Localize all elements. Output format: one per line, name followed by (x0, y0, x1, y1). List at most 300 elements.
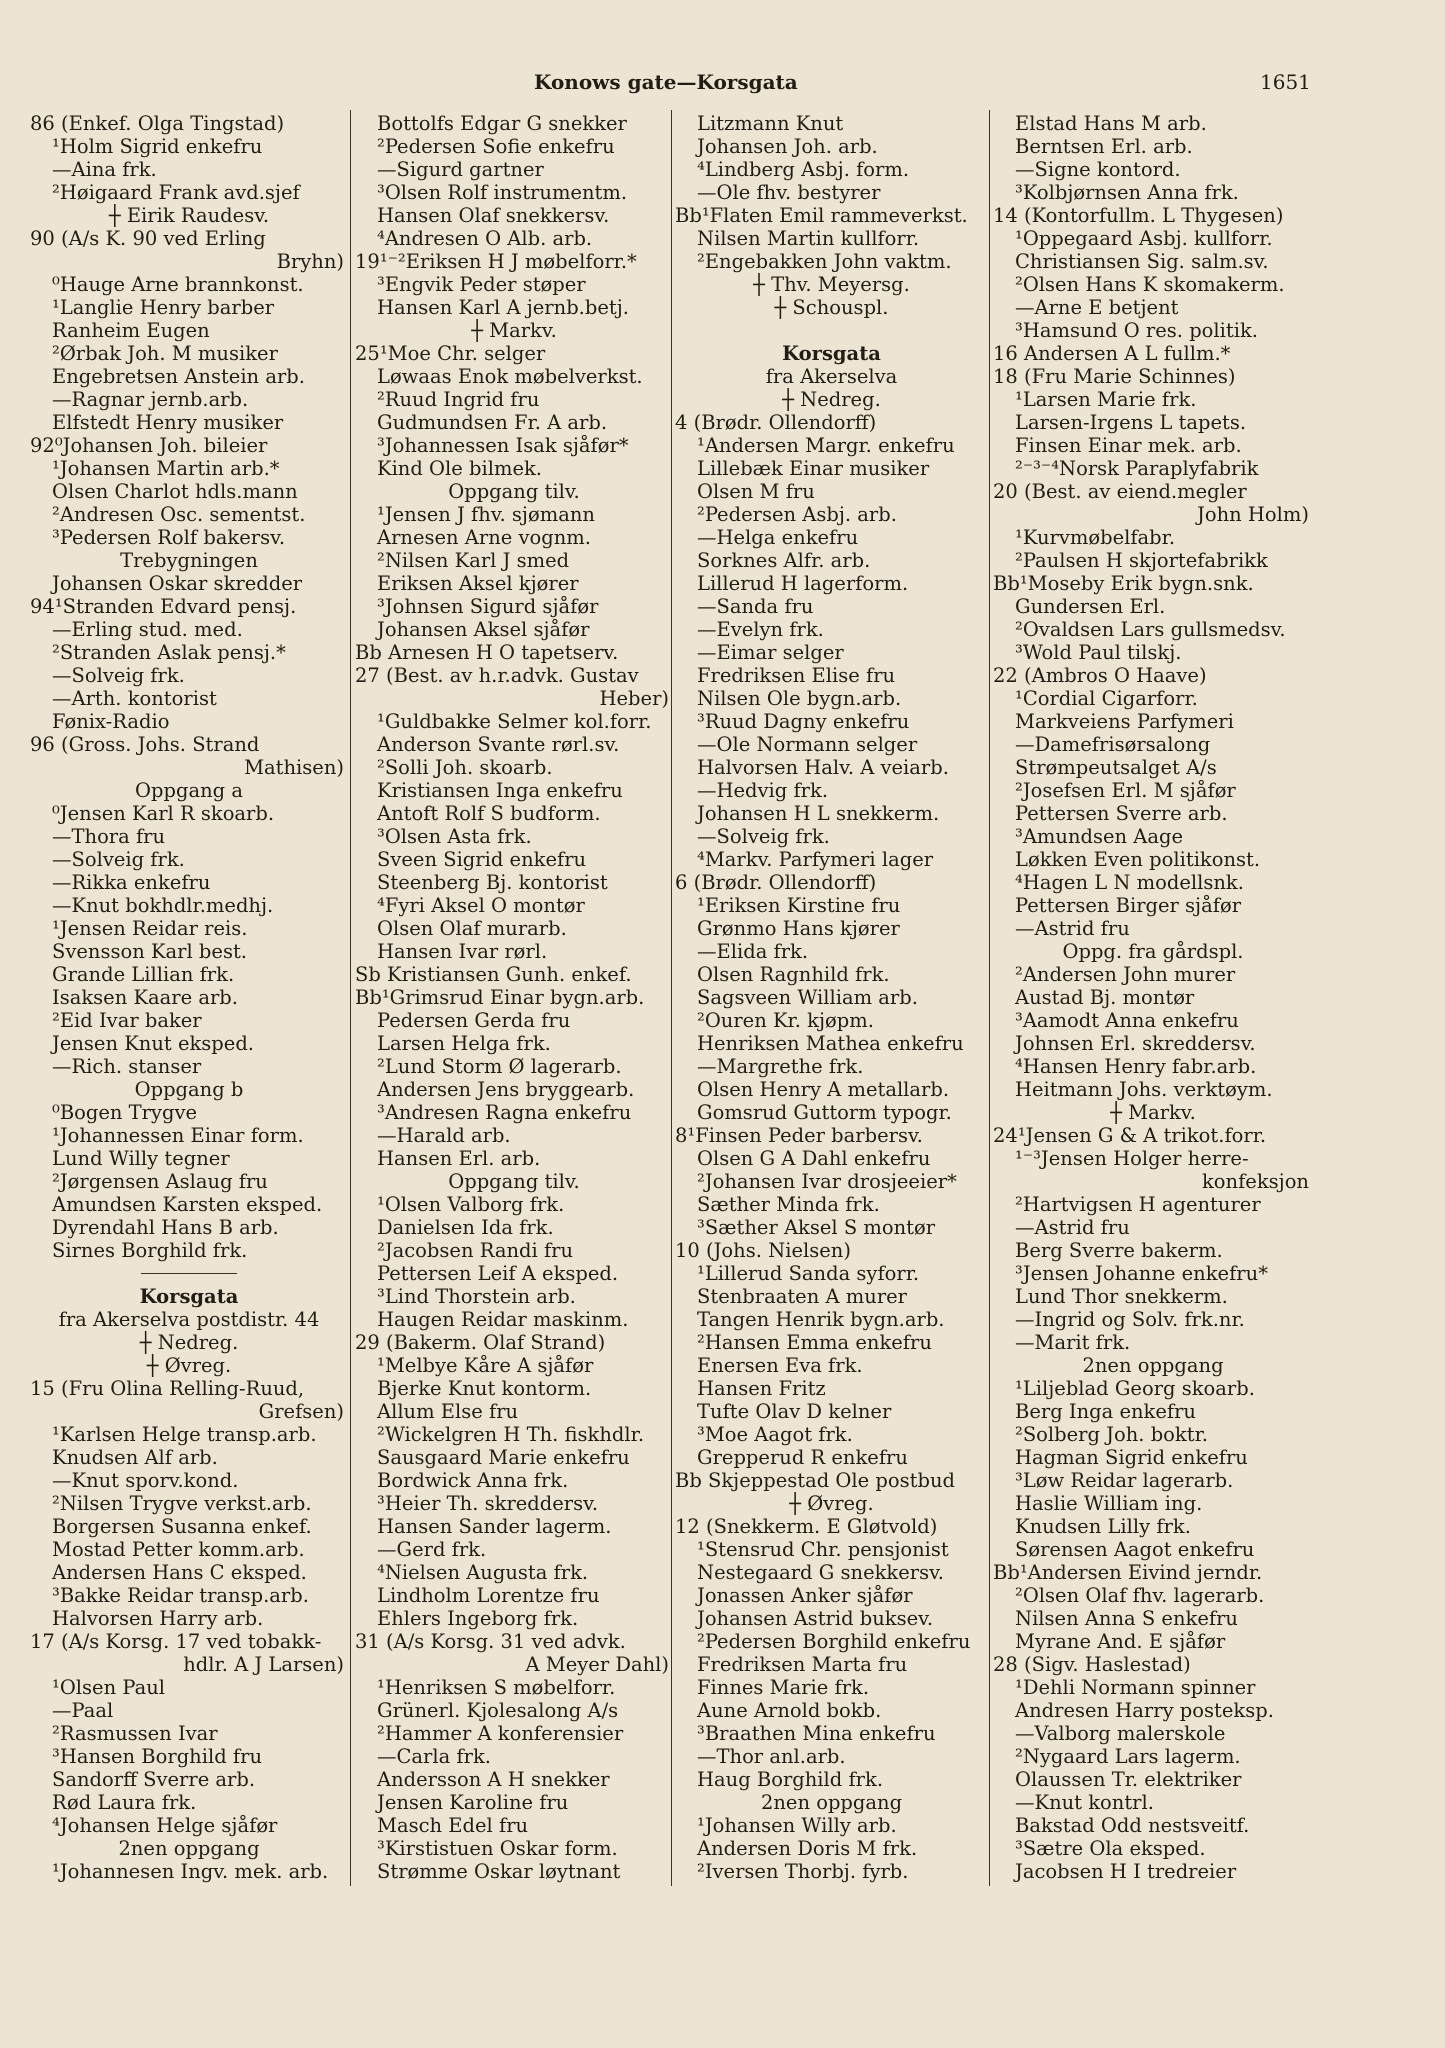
resident-entry: Tangen Henrik bygn.arb. (697, 1308, 945, 1331)
resident-entry: —Erling stud. med. (52, 618, 243, 641)
address-entry: Bb¹Andersen Eivind jerndr. (993, 1561, 1263, 1584)
resident-entry: Johansen Aksel sjåfør (377, 618, 590, 641)
spacer (675, 319, 988, 342)
resident-entry: ¹Jensen J fhv. sjømann (377, 503, 595, 526)
resident-entry: ²Lund Storm Ø lagerarb. (377, 1055, 622, 1078)
section-note: ┼ Markv. (471, 319, 557, 342)
resident-entry: ¹Dehli Normann spinner (1015, 1676, 1256, 1699)
section-note: Oppg. fra gårdspl. (1062, 940, 1244, 963)
resident-entry: ³Kolbjørnsen Anna frk. (1015, 181, 1239, 204)
resident-entry: ²Ruud Ingrid fru (377, 388, 540, 411)
address-entry: 28 (Sigv. Haslestad) (993, 1653, 1191, 1676)
resident-entry: Pettersen Birger sjåfør (1015, 894, 1242, 917)
resident-entry: ²Olsen Hans K skomakerm. (1015, 273, 1285, 296)
resident-entry: ¹Karlsen Helge transp.arb. (52, 1423, 317, 1446)
resident-entry: Borgersen Susanna enkef. (52, 1515, 312, 1538)
resident-entry: ³Løw Reidar lagerarb. (1015, 1469, 1234, 1492)
resident-entry: ³Andresen Ragna enkefru (377, 1101, 632, 1124)
resident-entry: Hansen Karl A jernb.betj. (377, 296, 629, 319)
resident-entry: —Damefrisørsalong (1015, 733, 1211, 756)
resident-entry: —Signe kontord. (1015, 158, 1181, 181)
resident-entry: ¹Johansen Willy arb. (697, 1814, 897, 1837)
address-entry: 16 Andersen A L fullm.* (993, 342, 1231, 365)
resident-entry: ³Hamsund O res. politik. (1015, 319, 1258, 342)
resident-entry: Myrane And. E sjåfør (1015, 1630, 1226, 1653)
resident-entry: Jensen Knut eksped. (52, 1032, 255, 1055)
entry-continuation: Grefsen) (258, 1400, 344, 1423)
resident-entry: Olsen Henry A metallarb. (697, 1078, 950, 1101)
resident-entry: —Valborg malerskole (1015, 1722, 1226, 1745)
resident-entry: Sveen Sigrid enkefru (377, 848, 587, 871)
address-entry: 86 (Enkef. Olga Tingstad) (30, 112, 285, 135)
resident-entry: ⁴Johansen Helge sjåfør (52, 1814, 278, 1837)
address-entry: 90 (A/s K. 90 ved Erling (30, 227, 266, 250)
resident-entry: ¹Henriksen S møbelforr. (377, 1676, 616, 1699)
street-heading: Korsgata (139, 1285, 239, 1308)
resident-entry: Olaussen Tr. elektriker (1015, 1768, 1242, 1791)
resident-entry: Litzmann Knut (697, 112, 844, 135)
resident-entry: ²Paulsen H skjortefabrikk (1015, 549, 1268, 572)
resident-entry: Pettersen Leif A eksped. (377, 1262, 619, 1285)
resident-entry: ¹Johannessen Einar form. (52, 1124, 304, 1147)
address-entry: 12 (Snekkerm. E Gløtvold) (675, 1515, 938, 1538)
resident-entry: ²Johansen Ivar drosjeeier* (697, 1170, 957, 1193)
resident-entry: ³Lind Thorstein arb. (377, 1285, 576, 1308)
resident-entry: Hansen Fritz (697, 1377, 826, 1400)
resident-entry: Johansen Astrid buksev. (697, 1607, 934, 1630)
resident-entry: —Rikka enkefru (52, 871, 211, 894)
resident-entry: Berg Inga enkefru (1015, 1400, 1196, 1423)
resident-entry: ¹Stensrud Chr. pensjonist (697, 1538, 949, 1561)
page-title: Konows gate—Korsgata (534, 70, 798, 94)
resident-entry: ³Johnsen Sigurd sjåfør (377, 595, 599, 618)
resident-entry: ²Pedersen Sofie enkefru (377, 135, 615, 158)
resident-entry: ²Iversen Thorbj. fyrb. (697, 1860, 909, 1883)
resident-entry: ²Hartvigsen H agenturer (1015, 1193, 1261, 1216)
resident-entry: —Thora fru (52, 825, 166, 848)
resident-entry: ¹⁻³Jensen Holger herre- (1015, 1147, 1249, 1170)
resident-entry: —Ole fhv. bestyrer (697, 181, 881, 204)
resident-entry: ³Hansen Borghild fru (52, 1745, 262, 1768)
address-entry: Sb Kristiansen Gunh. enkef. (355, 963, 632, 986)
resident-entry: Olsen Ragnhild frk. (697, 963, 890, 986)
resident-entry: Grepperud R enkefru (697, 1446, 908, 1469)
resident-entry: ⁴Hagen L N modellsnk. (1015, 871, 1244, 894)
resident-entry: —Ragnar jernb.arb. (52, 388, 249, 411)
resident-entry: Masch Edel fru (377, 1814, 529, 1837)
address-entry: 19¹⁻²Eriksen H J møbelforr.* (355, 250, 637, 273)
resident-entry: ³Aamodt Anna enkefru (1015, 1009, 1239, 1032)
resident-entry: Berg Sverre bakerm. (1015, 1239, 1223, 1262)
address-entry: Bb Skjeppestad Ole postbud (675, 1469, 955, 1492)
resident-entry: —Ole Normann selger (697, 733, 918, 756)
resident-entry: Danielsen Ida frk. (377, 1216, 554, 1239)
resident-entry: Kristiansen Inga enkefru (377, 779, 623, 802)
resident-entry: Lindholm Lorentze fru (377, 1584, 600, 1607)
resident-entry: ²Høigaard Frank avd.sjef (52, 181, 300, 204)
resident-entry: —Paal (52, 1699, 114, 1722)
resident-entry: ³Engvik Peder støper (377, 273, 586, 296)
section-note: fra Akerselva postdistr. 44 (58, 1308, 320, 1331)
resident-entry: —Knut sporv.kond. (52, 1469, 239, 1492)
resident-entry: Sausgaard Marie enkefru (377, 1446, 630, 1469)
address-entry: 27 (Best. av h.r.advk. Gustav (355, 664, 639, 687)
resident-entry: Olsen Charlot hdls.mann (52, 480, 298, 503)
resident-entry: ²Stranden Aslak pensj.* (52, 641, 286, 664)
resident-entry: Hansen Ivar rørl. (377, 940, 548, 963)
resident-entry: —Sigurd gartner (377, 158, 544, 181)
address-entry: Bb¹Moseby Erik bygn.snk. (993, 572, 1254, 595)
resident-entry: —Knut bokhdlr.medhj. (52, 894, 274, 917)
resident-entry: Andresen Harry posteksp. (1015, 1699, 1274, 1722)
address-entry: 92⁰Johansen Joh. bileier (30, 434, 268, 457)
resident-entry: —Hedvig frk. (697, 779, 829, 802)
resident-entry: ²Nilsen Karl J smed (377, 549, 570, 572)
resident-entry: Mostad Petter komm.arb. (52, 1538, 305, 1561)
resident-entry: ²Ørbak Joh. M musiker (52, 342, 278, 365)
address-entry: 24¹Jensen G & A trikot.forr. (993, 1124, 1267, 1147)
resident-entry: ²Andresen Osc. sementst. (52, 503, 306, 526)
resident-entry: ²Solberg Joh. boktr. (1015, 1423, 1208, 1446)
address-entry: 10 (Johs. Nielsen) (675, 1239, 851, 1262)
resident-entry: Eriksen Aksel kjører (377, 572, 579, 595)
address-entry: Bb¹Grimsrud Einar bygn.arb. (355, 986, 645, 1009)
resident-entry: Knudsen Alf arb. (52, 1446, 218, 1469)
resident-entry: Henriksen Mathea enkefru (697, 1032, 964, 1055)
resident-entry: Gudmundsen Fr. A arb. (377, 411, 608, 434)
resident-entry: Sirnes Borghild frk. (52, 1239, 248, 1262)
address-entry: 25¹Moe Chr. selger (355, 342, 546, 365)
street-heading: Korsgata (782, 342, 881, 365)
resident-entry: Fredriksen Elise fru (697, 664, 896, 687)
resident-entry: Johansen Oskar skredder (52, 572, 303, 595)
resident-entry: ¹Jensen Reidar reis. (52, 917, 248, 940)
address-entry: Bb¹Flaten Emil rammeverkst. (675, 204, 968, 227)
section-note: ┼ Nedreg. (782, 388, 881, 411)
column-divider (350, 110, 351, 1886)
column-2 (355, 112, 673, 1912)
resident-entry: Lillebæk Einar musiker (697, 457, 930, 480)
resident-entry: Sæther Minda frk. (697, 1193, 880, 1216)
resident-entry: ³Kirstistuen Oskar form. (377, 1837, 618, 1860)
resident-entry: Gundersen Erl. (1015, 595, 1166, 618)
resident-entry: ³Bakke Reidar transp.arb. (52, 1584, 309, 1607)
column-1 (30, 112, 348, 1912)
resident-entry: ²⁻³⁻⁴Norsk Paraplyfabrik (1015, 457, 1259, 480)
section-note: ┼ Markv. (1110, 1101, 1196, 1124)
resident-entry: ¹Olsen Paul (52, 1676, 166, 1699)
section-rule (30, 1262, 348, 1285)
resident-entry: Jacobsen H I tredreier (1015, 1860, 1237, 1883)
resident-entry: ³Pedersen Rolf bakersv. (52, 526, 286, 549)
resident-entry: ¹Guldbakke Selmer kol.forr. (377, 710, 652, 733)
entry-continuation: Bryhn) (276, 250, 344, 273)
resident-entry: ³Jensen Johanne enkefru* (1015, 1262, 1268, 1285)
resident-entry: Bordwick Anna frk. (377, 1469, 569, 1492)
resident-entry: Larsen Helga frk. (377, 1032, 551, 1055)
address-entry: 6 (Brødr. Ollendorff) (675, 871, 877, 894)
resident-entry: ¹Langlie Henry barber (52, 296, 275, 319)
resident-entry: ²Jacobsen Randi fru (377, 1239, 574, 1262)
resident-entry: —Carla frk. (377, 1745, 491, 1768)
resident-entry: Dyrendahl Hans B arb. (52, 1216, 279, 1239)
resident-entry: ¹Kurvmøbelfabr. (1015, 526, 1176, 549)
resident-entry: Jonassen Anker sjåfør (697, 1584, 913, 1607)
resident-entry: ¹Olsen Valborg frk. (377, 1193, 565, 1216)
entry-continuation: A Meyer Dahl) (525, 1653, 669, 1676)
resident-entry: —Evelyn frk. (697, 618, 824, 641)
section-note: Oppgang tilv. (448, 480, 580, 503)
address-entry: 4 (Brødr. Ollendorff) (675, 411, 877, 434)
resident-entry: —Harald arb. (377, 1124, 511, 1147)
entry-continuation: konfeksjon (1201, 1170, 1309, 1193)
resident-entry: —Rich. stanser (52, 1055, 202, 1078)
resident-entry: ⁴Lindberg Asbj. form. (697, 158, 910, 181)
section-note: 2nen oppgang (760, 1791, 903, 1814)
resident-entry: ³Moe Aagot frk. (697, 1423, 853, 1446)
resident-entry: Svensson Karl best. (52, 940, 247, 963)
entry-continuation: John Holm) (1197, 503, 1309, 526)
resident-entry: Austad Bj. montør (1015, 986, 1195, 1009)
resident-entry: ¹Holm Sigrid enkefru (52, 135, 263, 158)
resident-entry: Grønmo Hans kjører (697, 917, 900, 940)
resident-entry: ⁰Hauge Arne brannkonst. (52, 273, 304, 296)
resident-entry: ¹Johannesen Ingv. mek. arb. (52, 1860, 329, 1883)
resident-entry: —Solveig frk. (697, 825, 830, 848)
address-entry: 20 (Best. av eiend.megler (993, 480, 1247, 503)
resident-entry: Johansen H L snekkerm. (697, 802, 940, 825)
resident-entry: Arnesen Arne vognm. (377, 526, 591, 549)
resident-entry: ²Rasmussen Ivar (52, 1722, 218, 1745)
resident-entry: ²Eid Ivar baker (52, 1009, 202, 1032)
section-note: 2nen oppgang (1082, 1354, 1224, 1377)
section-note: Trebygningen (120, 549, 258, 572)
address-entry: 31 (A/s Korsg. 31 ved advk. (355, 1630, 626, 1653)
resident-entry: —Marit frk. (1015, 1331, 1131, 1354)
resident-entry: Allum Else fru (377, 1400, 519, 1423)
resident-entry: Stenbraaten A murer (697, 1285, 907, 1308)
resident-entry: ³Amundsen Aage (1015, 825, 1184, 848)
resident-entry: Løkken Even politikonst. (1015, 848, 1261, 871)
resident-entry: Lund Thor snekkerm. (1015, 1285, 1228, 1308)
resident-entry: ⁴Andresen O Alb. arb. (377, 227, 593, 250)
resident-entry: —Aina frk. (52, 158, 157, 181)
resident-entry: Hansen Olaf snekkersv. (377, 204, 610, 227)
resident-entry: Aune Arnold bokb. (697, 1699, 882, 1722)
resident-entry: —Astrid fru (1015, 1216, 1130, 1239)
resident-entry: ²Engebakken John vaktm. (697, 250, 952, 273)
resident-entry: Løwaas Enok møbelverkst. (377, 365, 643, 388)
resident-entry: ¹Melbye Kåre A sjåfør (377, 1354, 594, 1377)
resident-entry: Strømpeutsalget A/s (1015, 756, 1217, 779)
resident-entry: ⁰Jensen Karl R skoarb. (52, 802, 275, 825)
resident-entry: Antoft Rolf S budform. (377, 802, 601, 825)
resident-entry: Olsen M fru (697, 480, 815, 503)
resident-entry: Nilsen Anna S enkefru (1015, 1607, 1238, 1630)
resident-entry: Fredriksen Marta fru (697, 1653, 908, 1676)
resident-entry: Andersen Doris M frk. (697, 1837, 918, 1860)
resident-entry: Nilsen Martin kullforr. (697, 227, 920, 250)
resident-entry: Johansen Joh. arb. (697, 135, 878, 158)
address-entry: Bb Arnesen H O tapetserv. (355, 641, 619, 664)
resident-entry: ²Jørgensen Aslaug fru (52, 1170, 268, 1193)
resident-entry: —Gerd frk. (377, 1538, 487, 1561)
resident-entry: Lund Willy tegner (52, 1147, 230, 1170)
resident-entry: ²Pedersen Asbj. arb. (697, 503, 897, 526)
resident-entry: —Thor anl.arb. (697, 1745, 846, 1768)
resident-entry: Nestegaard G snekkersv. (697, 1561, 945, 1584)
resident-entry: —Margrethe frk. (697, 1055, 864, 1078)
resident-entry: ²Ovaldsen Lars gullsmedsv. (1015, 618, 1286, 641)
resident-entry: Grünerl. Kjolesalong A/s (377, 1699, 619, 1722)
section-note: fra Akerselva (765, 365, 898, 388)
address-entry: 29 (Bakerm. Olaf Strand) (355, 1331, 606, 1354)
page-number: 1651 (1260, 70, 1311, 94)
resident-entry: Knudsen Lilly frk. (1015, 1515, 1191, 1538)
resident-entry: ²Hammer A konferensier (377, 1722, 624, 1745)
section-note: 2nen oppgang (118, 1837, 260, 1860)
resident-entry: Elfstedt Henry musiker (52, 411, 284, 434)
resident-entry: Tufte Olav D kelner (697, 1400, 892, 1423)
resident-entry: Andersson A H snekker (377, 1768, 610, 1791)
entry-continuation: hdlr. A J Larsen) (183, 1653, 344, 1676)
resident-entry: Gomsrud Guttorm typogr. (697, 1101, 952, 1124)
resident-entry: —Elida frk. (697, 940, 809, 963)
section-note: ┼ Nedreg. (139, 1331, 239, 1354)
address-entry: 14 (Kontorfullm. L Thygesen) (993, 204, 1284, 227)
resident-entry: ¹Liljeblad Georg skoarb. (1015, 1377, 1255, 1400)
resident-entry: Hagman Sigrid enkefru (1015, 1446, 1248, 1469)
resident-entry: Halvorsen Harry arb. (52, 1607, 264, 1630)
resident-entry: Engebretsen Anstein arb. (52, 365, 305, 388)
column-4 (993, 112, 1313, 1912)
resident-entry: ³Sætre Ola eksped. (1015, 1837, 1206, 1860)
resident-entry: ¹Johansen Martin arb.* (52, 457, 280, 480)
running-head (0, 68, 1445, 98)
resident-entry: —Ingrid og Solv. frk.nr. (1015, 1308, 1245, 1331)
resident-entry: Johnsen Erl. skreddersv. (1015, 1032, 1256, 1055)
resident-entry: Andersen Jens bryggearb. (377, 1078, 635, 1101)
resident-entry: —Arne E betjent (1015, 296, 1179, 319)
resident-entry: Pettersen Sverre arb. (1015, 802, 1228, 825)
address-entry: 15 (Fru Olina Relling-Ruud, (30, 1377, 305, 1400)
resident-entry: ²Nilsen Trygve verkst.arb. (52, 1492, 312, 1515)
resident-entry: ⁴Markv. Parfymeri lager (697, 848, 934, 871)
resident-entry: Finsen Einar mek. arb. (1015, 434, 1242, 457)
resident-entry: ²Olsen Olaf fhv. lagerarb. (1015, 1584, 1265, 1607)
resident-entry: —Solveig frk. (52, 664, 185, 687)
resident-entry: Andersen Hans C eksped. (52, 1561, 307, 1584)
resident-entry: Bjerke Knut kontorm. (377, 1377, 592, 1400)
column-divider (989, 110, 990, 1886)
resident-entry: Strømme Oskar løytnant (377, 1860, 621, 1883)
resident-entry: Elstad Hans M arb. (1015, 112, 1207, 135)
resident-entry: Jensen Karoline fru (377, 1791, 569, 1814)
resident-entry: —Eimar selger (697, 641, 844, 664)
section-note: Oppgang a (135, 779, 243, 802)
resident-entry: ³Johannessen Isak sjåfør* (377, 434, 629, 457)
entry-continuation: Mathisen) (244, 756, 344, 779)
resident-entry: ¹Cordial Cigarforr. (1015, 687, 1198, 710)
resident-entry: Sagsveen William arb. (697, 986, 918, 1009)
resident-entry: Isaksen Kaare arb. (52, 986, 238, 1009)
column-3 (675, 112, 988, 1912)
resident-entry: Finnes Marie frk. (697, 1676, 870, 1699)
address-entry: 17 (A/s Korsg. 17 ved tobakk- (30, 1630, 322, 1653)
resident-entry: —Arth. kontorist (52, 687, 217, 710)
resident-entry: ²Solli Joh. skoarb. (377, 756, 553, 779)
resident-entry: —Sanda fru (697, 595, 814, 618)
resident-entry: ²Nygaard Lars lagerm. (1015, 1745, 1241, 1768)
resident-entry: Christiansen Sig. salm.sv. (1015, 250, 1269, 273)
resident-entry: Enersen Eva frk. (697, 1354, 863, 1377)
resident-entry: ²Andersen John murer (1015, 963, 1236, 986)
section-note: Oppgang tilv. (448, 1170, 580, 1193)
address-entry: 96 (Gross. Johs. Strand (30, 733, 260, 756)
resident-entry: ¹Eriksen Kirstine fru (697, 894, 901, 917)
resident-entry: Kind Ole bilmek. (377, 457, 543, 480)
resident-entry: Bottolfs Edgar G snekker (377, 112, 627, 135)
resident-entry: Haugen Reidar maskinm. (377, 1308, 629, 1331)
resident-entry: ⁴Fyri Aksel O montør (377, 894, 585, 917)
resident-entry: ¹Andersen Margr. enkefru (697, 434, 955, 457)
resident-entry: Sandorff Sverre arb. (52, 1768, 256, 1791)
resident-entry: ⁴Nielsen Augusta frk. (377, 1561, 589, 1584)
resident-entry: Fønix-Radio (52, 710, 170, 733)
resident-entry: Olsen G A Dahl enkefru (697, 1147, 931, 1170)
resident-entry: Pedersen Gerda fru (377, 1009, 571, 1032)
resident-entry: ⁰Bogen Trygve (52, 1101, 198, 1124)
address-entry: 8¹Finsen Peder barbersv. (675, 1124, 923, 1147)
section-note: ┼ Thv. Meyersg. (753, 273, 910, 296)
resident-entry: —Solveig frk. (52, 848, 185, 871)
resident-entry: ⁴Hansen Henry fabr.arb. (1015, 1055, 1257, 1078)
resident-entry: —Knut kontrl. (1015, 1791, 1154, 1814)
resident-entry: ²Wickelgren H Th. fiskhdlr. (377, 1423, 645, 1446)
resident-entry: ¹Larsen Marie frk. (1015, 388, 1197, 411)
resident-entry: ³Ruud Dagny enkefru (697, 710, 910, 733)
resident-entry: ³Wold Paul tilskj. (1015, 641, 1182, 664)
resident-entry: Heitmann Johs. verktøym. (1015, 1078, 1273, 1101)
resident-entry: ³Olsen Asta frk. (377, 825, 532, 848)
resident-entry: Bakstad Odd nestsveitf. (1015, 1814, 1250, 1837)
resident-entry: ²Pedersen Borghild enkefru (697, 1630, 971, 1653)
resident-entry: ³Olsen Rolf instrumentm. (377, 181, 628, 204)
resident-entry: Hansen Sander lagerm. (377, 1515, 612, 1538)
resident-entry: —Helga enkefru (697, 526, 859, 549)
resident-entry: ²Josefsen Erl. M sjåfør (1015, 779, 1236, 802)
resident-entry: Halvorsen Halv. A veiarb. (697, 756, 949, 779)
resident-entry: Markveiens Parfymeri (1015, 710, 1234, 733)
resident-entry: Rød Laura frk. (52, 1791, 197, 1814)
resident-entry: Sørensen Aagot enkefru (1015, 1538, 1255, 1561)
resident-entry: Hansen Erl. arb. (377, 1147, 541, 1170)
resident-entry: Steenberg Bj. kontorist (377, 871, 608, 894)
resident-entry: Ranheim Eugen (52, 319, 210, 342)
resident-entry: Anderson Svante rørl.sv. (377, 733, 620, 756)
resident-entry: —Astrid fru (1015, 917, 1130, 940)
resident-entry: Amundsen Karsten eksped. (52, 1193, 323, 1216)
resident-entry: Olsen Olaf murarb. (377, 917, 567, 940)
resident-entry: Nilsen Ole bygn.arb. (697, 687, 902, 710)
resident-entry: Ehlers Ingeborg frk. (377, 1607, 579, 1630)
resident-entry: Grande Lillian frk. (52, 963, 235, 986)
resident-entry: ³Sæther Aksel S montør (697, 1216, 936, 1239)
resident-entry: ¹Oppegaard Asbj. kullforr. (1015, 227, 1273, 250)
address-entry: 94¹Stranden Edvard pensj. (30, 595, 297, 618)
section-note: ┼ Eirik Raudesv. (108, 204, 270, 227)
address-entry: 18 (Fru Marie Schinnes) (993, 365, 1236, 388)
